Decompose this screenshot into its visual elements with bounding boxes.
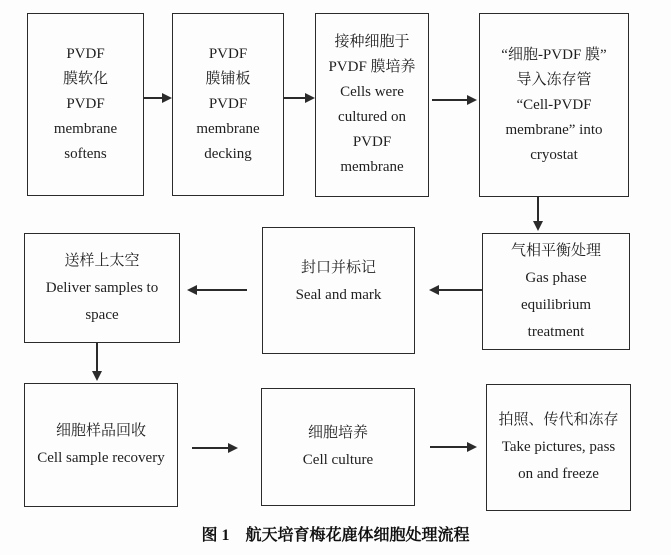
arrow-line xyxy=(144,97,164,99)
arrow-head-right-icon xyxy=(305,93,315,103)
arrow-line xyxy=(438,289,482,291)
box-text-line: 细胞培养 xyxy=(307,425,368,441)
figure-caption-text: 航天培育梅花鹿体细胞处理流程 xyxy=(245,527,470,544)
box-text-line: Cell culture xyxy=(302,452,374,468)
box-text-line: PVDF xyxy=(66,96,105,112)
box-text-line: decking xyxy=(204,146,252,162)
figure-caption-label: 图 1 xyxy=(201,527,230,544)
box-text-line: space xyxy=(85,306,119,323)
box-text-line: “细胞-PVDF 膜” xyxy=(501,46,607,63)
box-text-line: Gas phase xyxy=(525,269,587,286)
flow-box-cell-sample-recovery xyxy=(24,383,178,507)
box-text-line: 接种细胞于 xyxy=(334,34,410,50)
box-text-line: Deliver samples to xyxy=(45,279,159,296)
box-text-line: on and freeze xyxy=(518,466,599,482)
box-text-line: softens xyxy=(64,146,107,162)
box-text-line: membrane xyxy=(340,159,404,175)
flow-box-pvdf-membrane-decking xyxy=(172,13,284,196)
box-text-line: 拍照、传代和冻存 xyxy=(498,412,619,428)
flow-box-take-pictures-pass-on-freeze xyxy=(486,384,631,511)
box-text-line: 细胞样品回收 xyxy=(55,423,146,439)
box-text-line: membrane” into xyxy=(505,121,603,138)
box-text-line: Take pictures, pass xyxy=(501,439,616,455)
arrow-line xyxy=(96,343,98,372)
arrow-head-right-icon xyxy=(162,93,172,103)
flow-box-seal-and-mark xyxy=(262,227,415,354)
box-text-line: membrane xyxy=(196,121,260,137)
arrow-line xyxy=(196,289,247,291)
box-text-line: equilibrium xyxy=(521,296,591,313)
box-text-line: 送样上太空 xyxy=(64,252,140,269)
arrow-line xyxy=(430,446,468,448)
box-text-line: 气相平衡处理 xyxy=(510,242,601,259)
box-text-line: 导入冻存管 xyxy=(516,71,592,88)
box-text-line: Cells were xyxy=(340,84,404,100)
arrow-head-right-icon xyxy=(467,442,477,452)
arrow-line xyxy=(432,99,468,101)
box-text-line: PVDF 膜培养 xyxy=(328,59,416,75)
box-text-line: PVDF xyxy=(208,46,248,62)
box-text-line: PVDF xyxy=(352,134,392,150)
flow-box-gas-phase-equilibrium-treatment xyxy=(482,233,630,350)
figure-caption xyxy=(0,522,671,545)
flow-box-cell-culture xyxy=(261,388,415,506)
box-text-line: PVDF xyxy=(208,96,248,112)
box-text-line: Cell sample recovery xyxy=(37,450,165,466)
flow-box-cell-pvdf-membrane-into-cryostat xyxy=(479,13,629,197)
box-text-line: 膜软化 xyxy=(62,71,108,87)
arrow-head-right-icon xyxy=(467,95,477,105)
arrow-line xyxy=(537,197,539,222)
box-text-line: PVDF xyxy=(66,46,105,62)
box-text-line: Seal and mark xyxy=(295,286,382,303)
arrow-line xyxy=(284,97,306,99)
box-text-line: cultured on xyxy=(338,109,406,125)
box-text-line: treatment xyxy=(527,323,585,340)
flow-box-pvdf-membrane-softens xyxy=(27,13,144,196)
box-text-line: cryostat xyxy=(530,146,578,163)
arrow-head-right-icon xyxy=(228,443,238,453)
arrow-line xyxy=(192,447,229,449)
box-text-line: 膜铺板 xyxy=(205,71,251,87)
arrow-head-down-icon xyxy=(92,371,102,381)
arrow-head-down-icon xyxy=(533,221,543,231)
flow-box-cells-cultured-on-pvdf xyxy=(315,13,429,197)
box-text-line: 封口并标记 xyxy=(300,259,376,276)
box-text-line: membrane xyxy=(53,121,118,137)
flow-box-deliver-samples-to-space xyxy=(24,233,180,343)
box-text-line: “Cell-PVDF xyxy=(516,96,592,113)
